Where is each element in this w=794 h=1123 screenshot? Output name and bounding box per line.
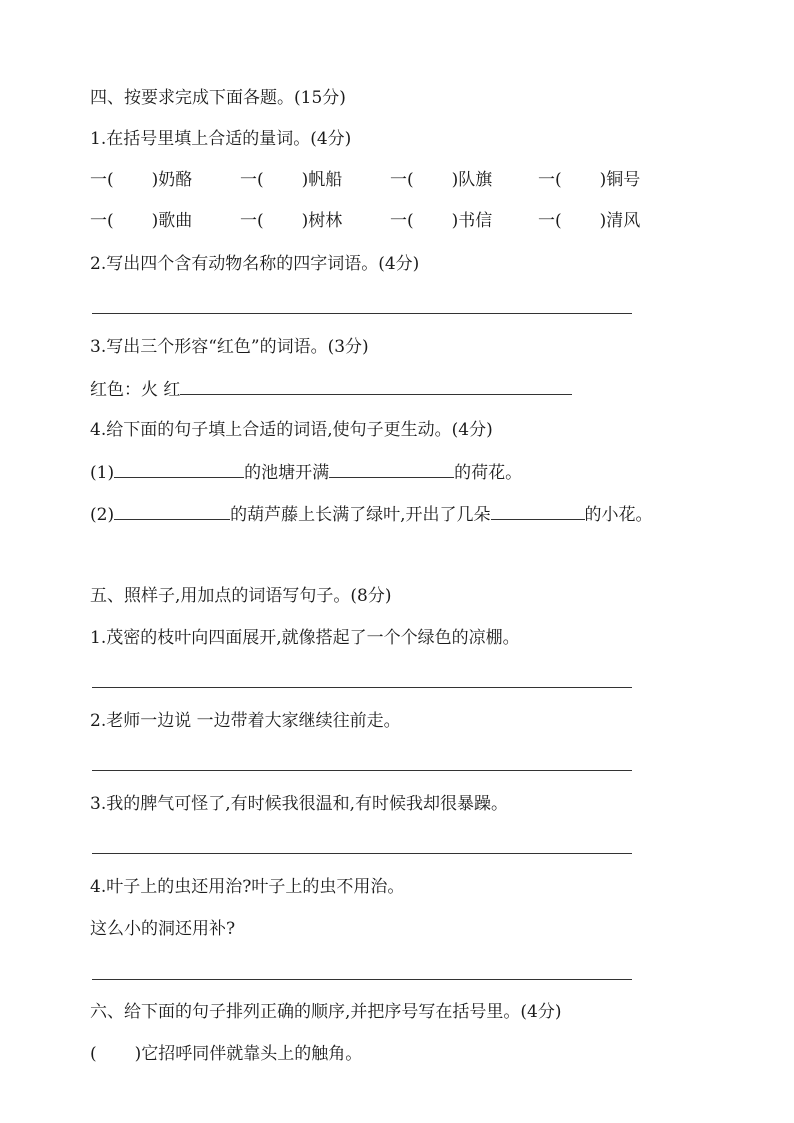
q1-prompt: 1.在括号里填上合适的量词。(4分) [90, 129, 352, 149]
answer-blank[interactable] [329, 459, 454, 478]
section-4-title: 四、按要求完成下面各题。(15分) [90, 88, 346, 108]
blank-item[interactable]: 一( )树林 [240, 211, 343, 231]
blank-item[interactable]: 一( )清风 [538, 211, 641, 231]
answer-blank[interactable] [491, 501, 585, 520]
q4-sentence-1: (1) 的池塘开满 的荷花。 [90, 459, 522, 485]
section-5-title: 五、照样子,用加点的词语写句子。(8分) [90, 586, 392, 606]
s5-item-4-line-2: 这么小的洞还用补? [90, 919, 236, 939]
q2-prompt: 2.写出四个含有动物名称的四字词语。(4分) [90, 254, 420, 274]
q4-sentence-2: (2) 的葫芦藤上长满了绿叶,开出了几朵 的小花。 [90, 501, 653, 527]
section-6-title: 六、给下面的句子排列正确的顺序,并把序号写在括号里。(4分) [90, 1002, 562, 1022]
answer-line[interactable] [92, 313, 632, 314]
answer-blank[interactable] [114, 459, 244, 478]
answer-line[interactable] [92, 770, 632, 771]
answer-line[interactable] [92, 979, 632, 980]
s5-item-2: 2.老师一边说 一边带着大家继续往前走。 [90, 711, 401, 731]
blank-item[interactable]: 一( )歌曲 [90, 211, 193, 231]
s5-item-4: 4.叶子上的虫还用治?叶子上的虫不用治。 [90, 877, 405, 897]
blank-item[interactable]: 一( )队旗 [390, 170, 493, 190]
answer-line[interactable] [92, 853, 632, 854]
q3-prompt: 3.写出三个形容“红色”的词语。(3分) [90, 337, 369, 357]
q3-answer-label: 红色：火 红 [90, 380, 181, 400]
s5-item-1: 1.茂密的枝叶向四面展开,就像搭起了一个个绿色的凉棚。 [90, 628, 520, 648]
answer-blank[interactable] [180, 376, 572, 395]
s5-item-3: 3.我的脾气可怪了,有时候我很温和,有时候我却很暴躁。 [90, 794, 509, 814]
blank-item[interactable]: 一( )帆船 [240, 170, 343, 190]
s6-item-1: ( )它招呼同伴就靠头上的触角。 [90, 1044, 363, 1064]
blank-item[interactable]: 一( )奶酪 [90, 170, 193, 190]
answer-line[interactable] [92, 687, 632, 688]
answer-blank[interactable] [114, 501, 230, 520]
blank-item[interactable]: 一( )铜号 [538, 170, 641, 190]
q3-answer-row [90, 376, 572, 402]
blank-item[interactable]: 一( )书信 [390, 211, 493, 231]
q4-prompt: 4.给下面的句子填上合适的词语,使句子更生动。(4分) [90, 420, 493, 440]
